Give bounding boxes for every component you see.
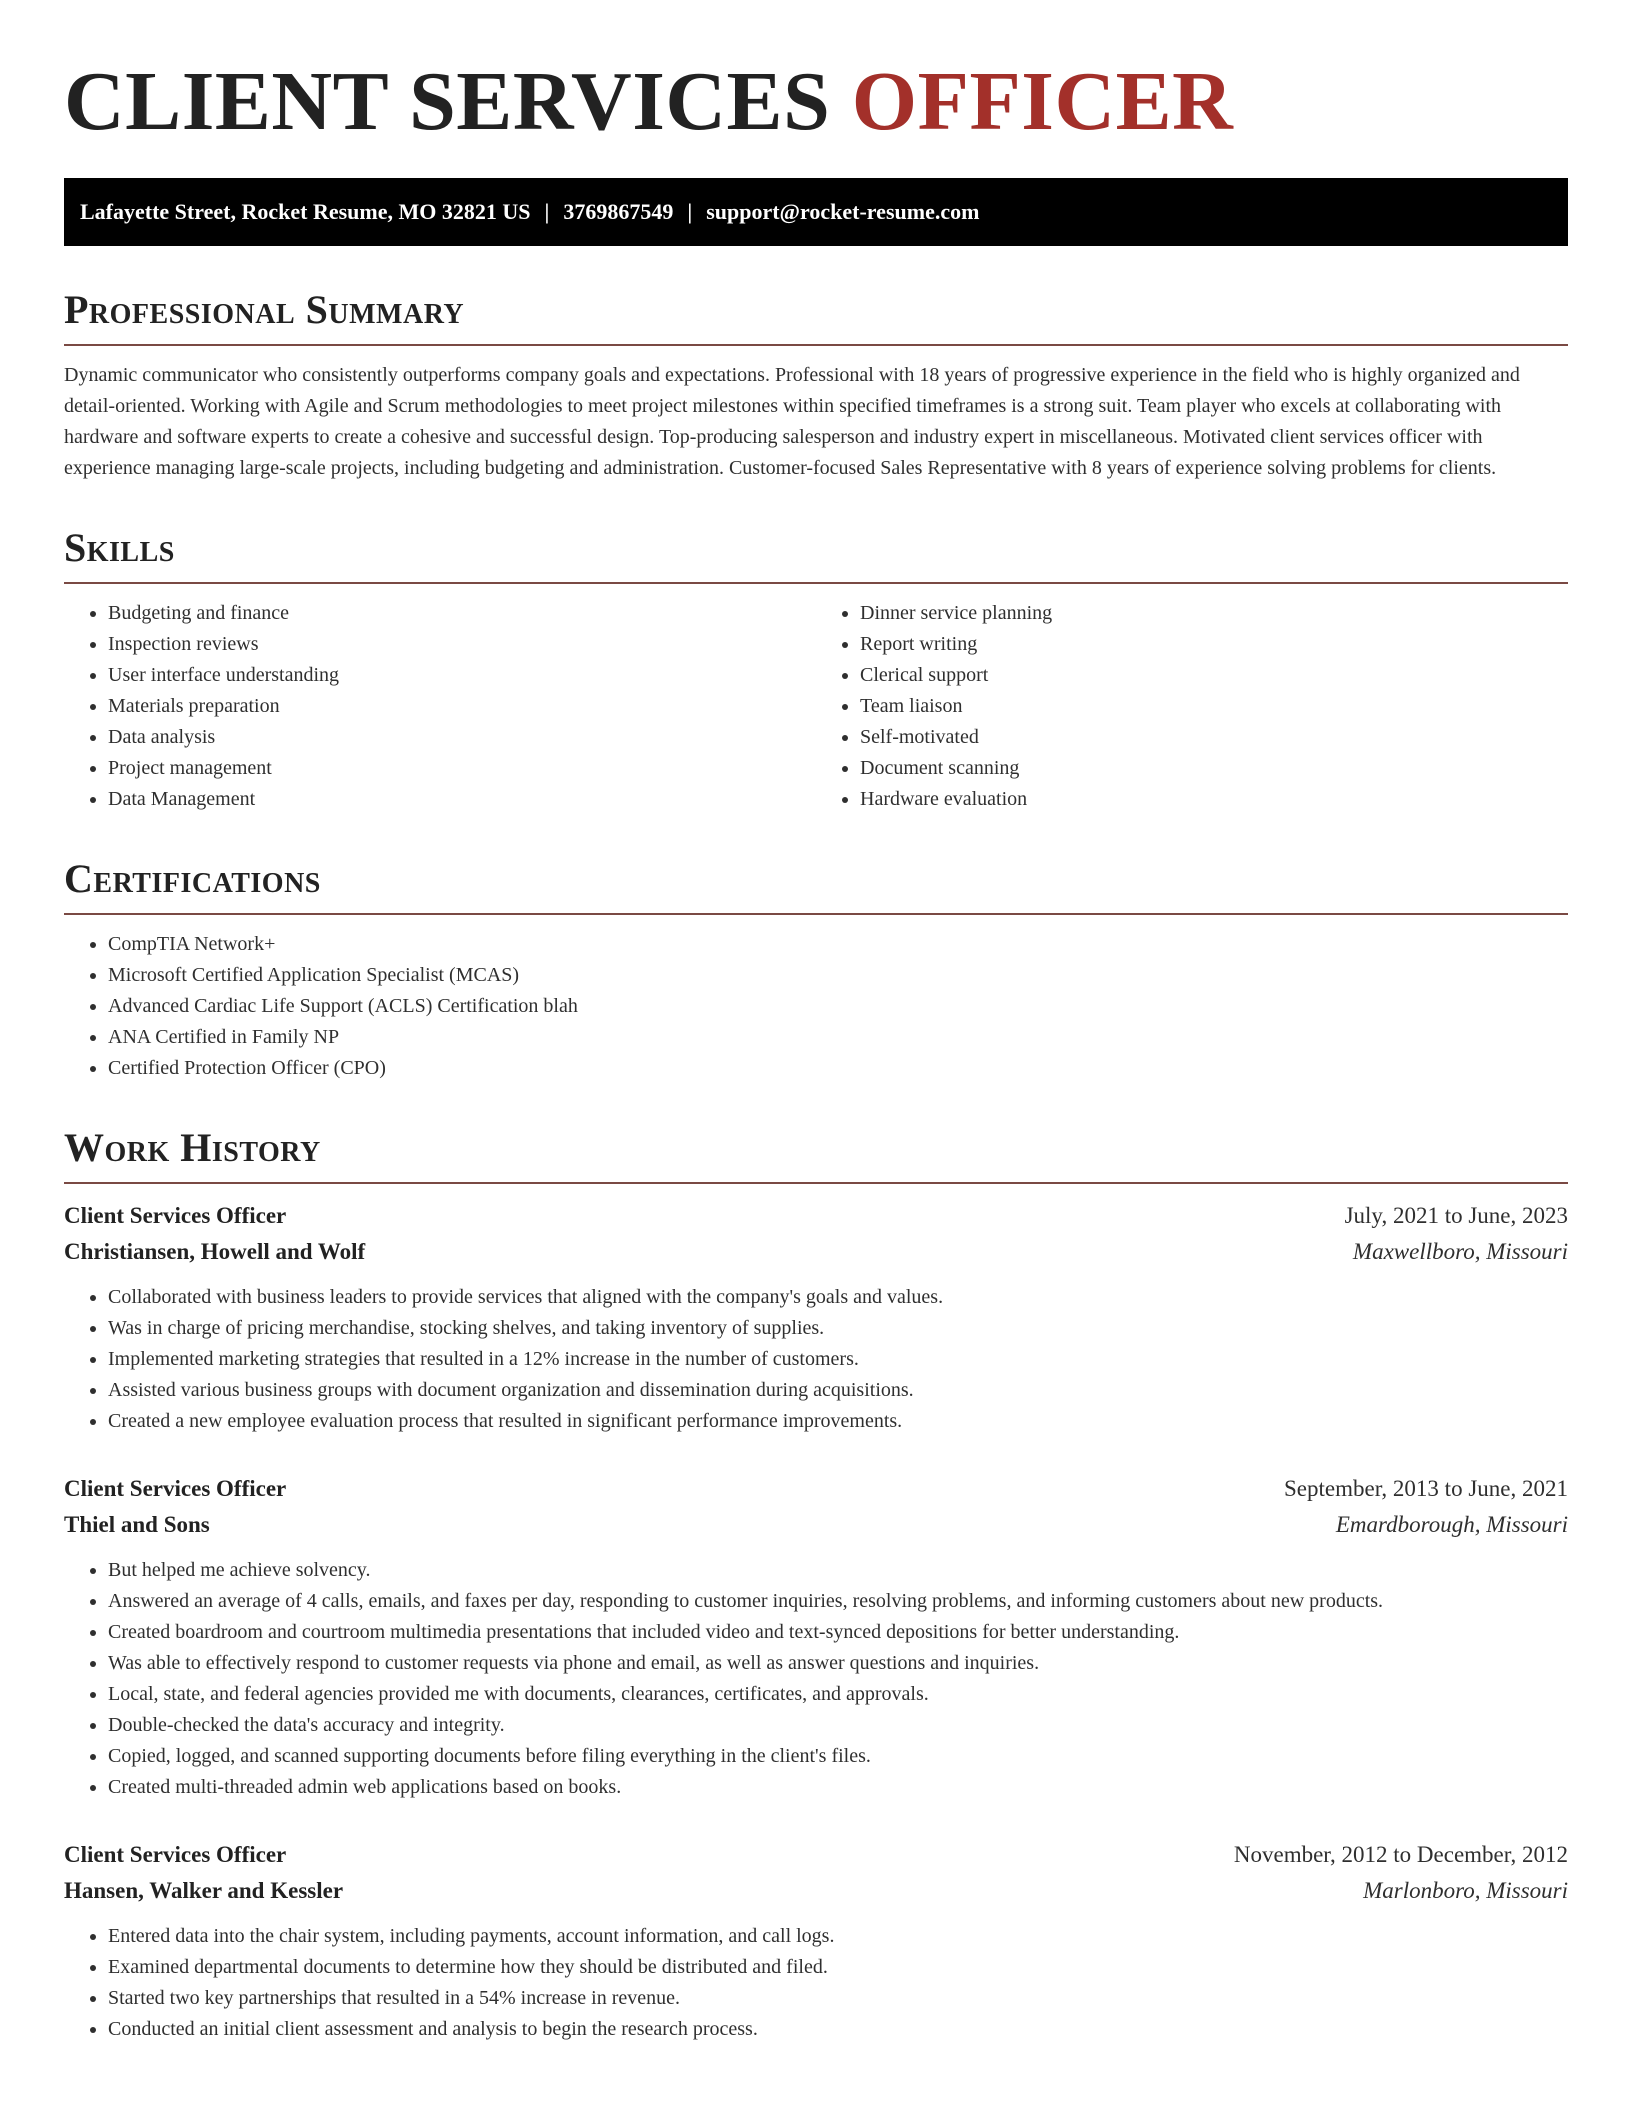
summary-text: Dynamic communicator who consistently outperforms company goals and expectations. Professional with 18 years of progressive experience in the field who is highly organized and detail-oriented. Working with Agile and Scrum methodologies to meet project milestones within specified timeframes is a strong suit. Team player who excels at collaborating with hardware and software experts to create a cohesive and successful design. Top-producing salesperson and industry expert in miscellaneous. Motivated client services officer with experience managing large-scale projects, including budgeting and administration. Customer-focused Sales Representative with 8 years of experience solving problems for clients. — [64, 364, 1520, 479]
job-bullet: • Assisted various business groups with document organization and dissemination during acquisitions. — [108, 1375, 1568, 1406]
skills-grid — [64, 598, 1568, 815]
certification-item: • ANA Certified in Family NP — [108, 1022, 1568, 1053]
job-company-row — [64, 1507, 1568, 1543]
job-header-row — [64, 1837, 1568, 1873]
skill-item: • Report writing — [860, 629, 1568, 660]
skills-heading: Skills — [64, 525, 175, 570]
section-divider — [64, 582, 1568, 584]
job-title: Client Services Officer — [64, 1842, 287, 1867]
job-location: Marlonboro, Missouri — [1363, 1878, 1568, 1903]
contact-bar — [64, 178, 1568, 246]
job-bullet: • Examined departmental documents to determine how they should be distributed and filed. — [108, 1952, 1568, 1983]
certifications-list — [64, 929, 1568, 1084]
job-bullet: • Implemented marketing strategies that resulted in a 12% increase in the number of customers. — [108, 1344, 1568, 1375]
skill-item: • Team liaison — [860, 691, 1568, 722]
job-bullet: • Entered data into the chair system, including payments, account information, and call logs. — [108, 1921, 1568, 1952]
job-bullets — [64, 1282, 1568, 1437]
job-location: Maxwellboro, Missouri — [1352, 1239, 1568, 1264]
certification-item: • Certified Protection Officer (CPO) — [108, 1053, 1568, 1084]
contact-phone: 3769867549 — [563, 199, 674, 224]
job-bullet: • Created a new employee evaluation process that resulted in significant performance improvements. — [108, 1406, 1568, 1437]
certifications-heading: Certifications — [64, 856, 321, 901]
section-divider — [64, 1182, 1568, 1184]
certification-item: • Microsoft Certified Application Specialist (MCAS) — [108, 960, 1568, 991]
skills-list-left — [64, 598, 816, 815]
skill-item: • Materials preparation — [108, 691, 816, 722]
job-company: Hansen, Walker and Kessler — [64, 1878, 344, 1903]
section-divider — [64, 344, 1568, 346]
job-company: Christiansen, Howell and Wolf — [64, 1239, 366, 1264]
job-bullet: • But helped me achieve solvency. — [108, 1555, 1568, 1586]
job-location: Emardborough, Missouri — [1335, 1512, 1568, 1537]
resume-name-heading — [64, 0, 1568, 152]
skill-item: • Budgeting and finance — [108, 598, 816, 629]
contact-separator: | — [544, 199, 550, 224]
job-bullet: • Created multi-threaded admin web applications based on books. — [108, 1772, 1568, 1803]
skill-item: • Dinner service planning — [860, 598, 1568, 629]
contact-email: support@rocket-resume.com — [706, 199, 980, 224]
job-bullet: • Was able to effectively respond to customer requests via phone and email, as well as answer questions and inquiries. — [108, 1648, 1568, 1679]
skill-item: • Data analysis — [108, 722, 816, 753]
certification-item: • CompTIA Network+ — [108, 929, 1568, 960]
skills-list-right — [816, 598, 1568, 815]
job-company: Thiel and Sons — [64, 1512, 210, 1537]
job-bullet: • Copied, logged, and scanned supporting documents before filing everything in the client's files. — [108, 1741, 1568, 1772]
contact-address: Lafayette Street, Rocket Resume, MO 32821 US — [80, 199, 531, 224]
contact-separator: | — [687, 199, 693, 224]
job-entry — [64, 1198, 1568, 1437]
name-accent: OFFICER — [851, 55, 1234, 148]
skill-item: • Self-motivated — [860, 722, 1568, 753]
job-title: Client Services Officer — [64, 1203, 287, 1228]
work-history-heading: Work History — [64, 1125, 321, 1170]
job-dates: July, 2021 to June, 2023 — [1344, 1203, 1568, 1228]
job-bullet: • Started two key partnerships that resulted in a 54% increase in revenue. — [108, 1983, 1568, 2014]
skill-item: • Hardware evaluation — [860, 784, 1568, 815]
job-bullets — [64, 1921, 1568, 2045]
job-entry — [64, 1471, 1568, 1803]
job-header-row — [64, 1471, 1568, 1507]
job-bullets — [64, 1555, 1568, 1803]
name-primary: CLIENT SERVICES — [64, 55, 831, 148]
job-bullet: • Double-checked the data's accuracy and integrity. — [108, 1710, 1568, 1741]
job-bullet: • Created boardroom and courtroom multimedia presentations that included video and text-synced depositions for better understanding. — [108, 1617, 1568, 1648]
job-company-row — [64, 1234, 1568, 1270]
job-header-row — [64, 1198, 1568, 1234]
certifications-section — [64, 851, 1568, 1084]
job-title: Client Services Officer — [64, 1476, 287, 1501]
skill-item: • Clerical support — [860, 660, 1568, 691]
job-bullet: • Answered an average of 4 calls, emails, and faxes per day, responding to customer inquiries, resolving problems, and informing customers about new products. — [108, 1586, 1568, 1617]
summary-heading: Professional Summary — [64, 287, 465, 332]
skill-item: • Project management — [108, 753, 816, 784]
job-bullet: • Local, state, and federal agencies provided me with documents, clearances, certificates, and approvals. — [108, 1679, 1568, 1710]
job-company-row — [64, 1873, 1568, 1909]
certification-item: • Advanced Cardiac Life Support (ACLS) Certification blah — [108, 991, 1568, 1022]
job-bullet: • Collaborated with business leaders to provide services that aligned with the company's goals and values. — [108, 1282, 1568, 1313]
job-dates: November, 2012 to December, 2012 — [1233, 1842, 1568, 1867]
skills-section — [64, 520, 1568, 815]
job-bullet: • Was in charge of pricing merchandise, stocking shelves, and taking inventory of supplies. — [108, 1313, 1568, 1344]
summary-section — [64, 282, 1568, 484]
job-dates: September, 2013 to June, 2021 — [1284, 1476, 1568, 1501]
skill-item: • User interface understanding — [108, 660, 816, 691]
job-bullet: • Conducted an initial client assessment and analysis to begin the research process. — [108, 2014, 1568, 2045]
work-history-section — [64, 1120, 1568, 2045]
section-divider — [64, 913, 1568, 915]
skill-item: • Data Management — [108, 784, 816, 815]
skill-item: • Inspection reviews — [108, 629, 816, 660]
skill-item: • Document scanning — [860, 753, 1568, 784]
job-entry — [64, 1837, 1568, 2045]
